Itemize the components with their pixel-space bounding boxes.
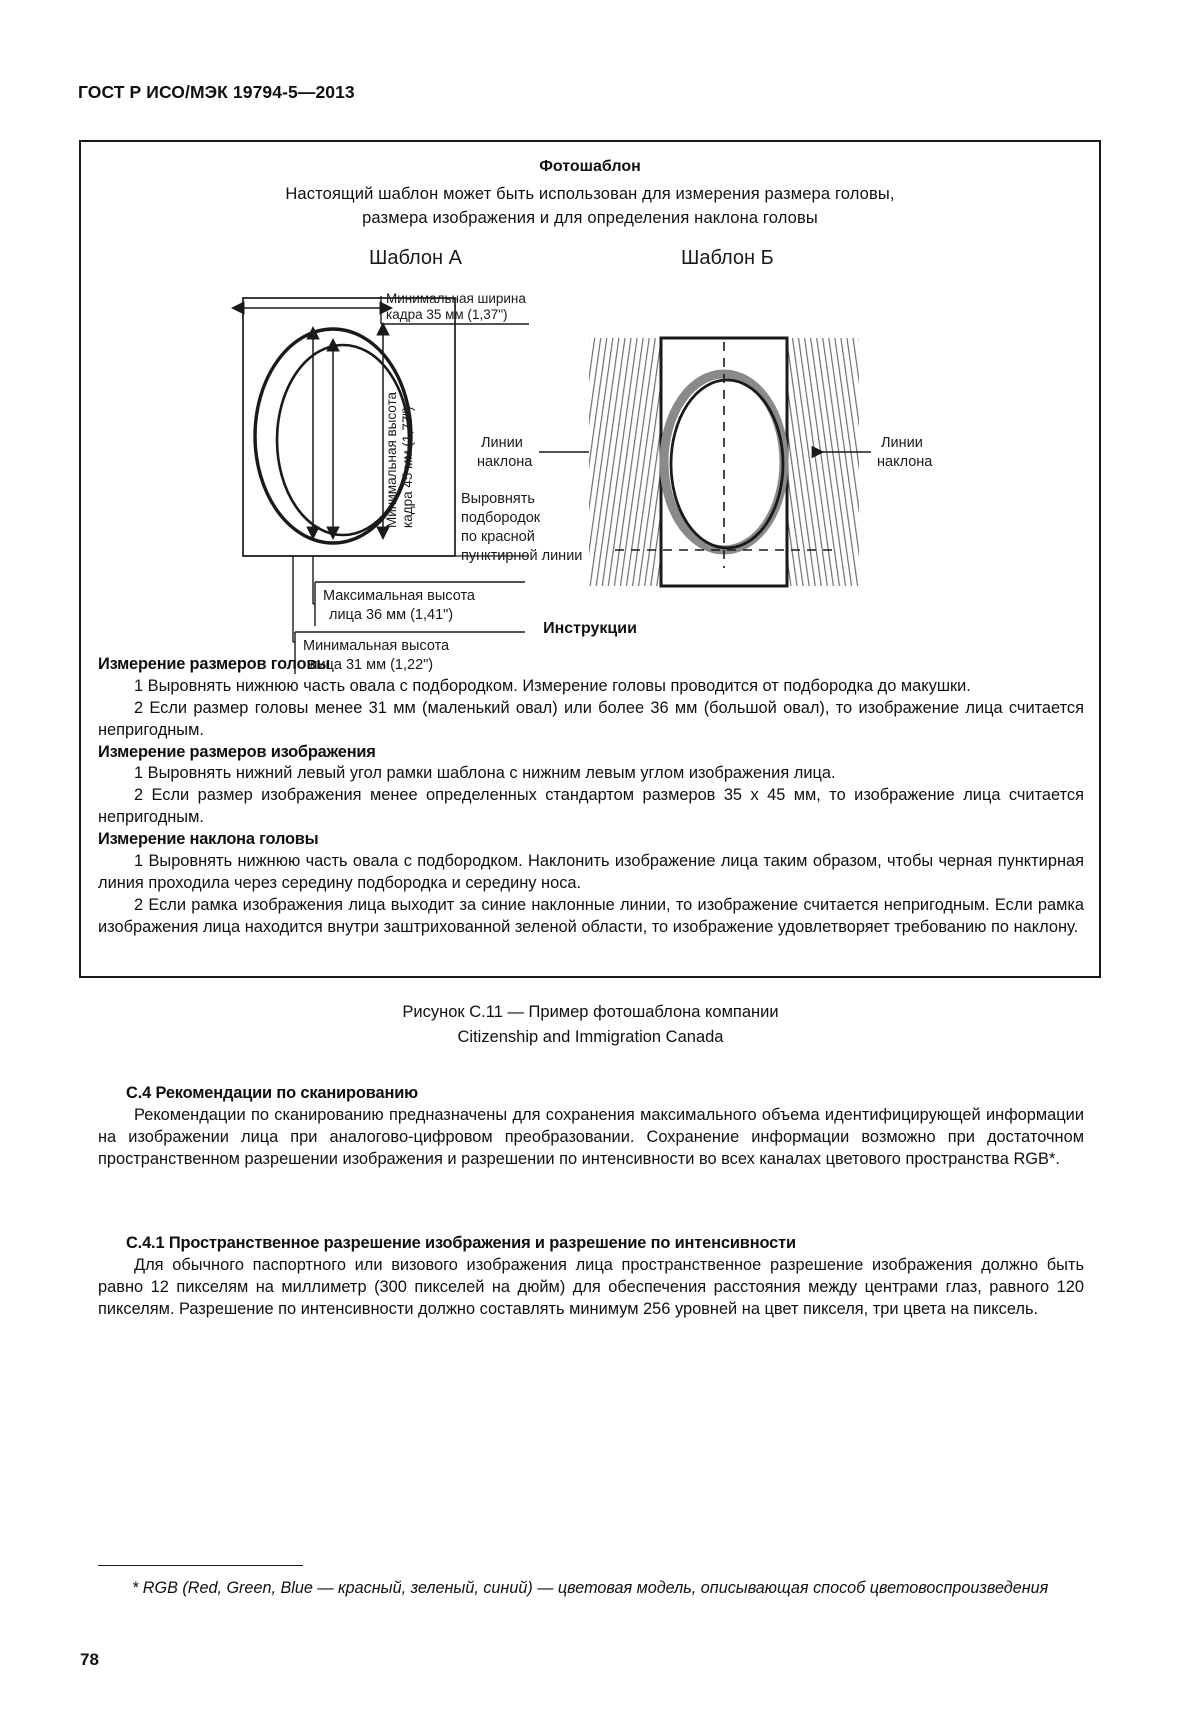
figure-title: Фотошаблон: [539, 158, 641, 175]
min-face-height-label-line1: Минимальная высота: [303, 638, 450, 654]
min-face-height-label-line2: лица 31 мм (1,22"): [309, 657, 434, 673]
section-c4-paragraph: Рекомендации по сканированию предназначены для сохранения максимального объема идентифицирующей информации на изображении лица при аналогово-цифровом преобразовании. Сохранение информации возможно при достаточном пространственном разрешении изображения и разрешении по интенсивности во всех каналах цветового пространства RGB*.: [98, 1106, 1084, 1169]
align-chin-label-line4: пунктирной линии: [461, 548, 583, 564]
instructions-item: 1 Выровнять нижнюю часть овала с подбородком. Измерение головы проводится от подбородка до макушки.: [134, 676, 971, 695]
instructions-heading-head-tilt: Измерение наклона головы: [98, 830, 319, 849]
max-face-height-label-line2: лица 36 мм (1,41"): [329, 607, 454, 623]
figure-frame: [79, 140, 1101, 978]
min-frame-width-label-line2: кадра 35 мм (1,37"): [386, 307, 508, 322]
figure-caption: [0, 1000, 1181, 1050]
instructions-item: 2 Если размер изображения менее определенных стандартом размеров 35 х 45 мм, то изображение лица считается непригодным.: [98, 786, 1084, 827]
min-frame-height-label: Минимальная высота: [384, 391, 399, 528]
instructions-item: 1 Выровнять нижний левый угол рамки шаблона с нижним левым углом изображения лица.: [134, 764, 836, 783]
instructions-heading-head-size: Измерение размеров головы: [98, 655, 330, 673]
instructions-item: 1 Выровнять нижнюю часть овала с подбородком. Наклонить изображение лица таким образом, чтобы черная пунктирная линия проходила через середину подбородка и середину носа.: [98, 852, 1084, 892]
figure-caption-line1: Рисунок С.11 — Пример фотошаблона компании: [402, 1003, 779, 1021]
running-header: ГОСТ Р ИСО/МЭК 19794-5—2013: [78, 82, 355, 102]
footnote: [98, 1578, 1084, 1600]
section-c4: [98, 1082, 1084, 1170]
tilt-lines-right-label-line1: Линии: [881, 435, 923, 451]
figure-caption-line2: Citizenship and Immigration Canada: [457, 1027, 724, 1046]
min-frame-height-label-2: кадра 45 мм (1,77"): [400, 406, 415, 528]
tilt-lines-left-label-line1: Линии: [481, 435, 523, 451]
tilt-lines-left-label-line2: наклона: [477, 454, 533, 470]
instructions-title: Инструкции: [543, 620, 637, 637]
figure-subtitle-line2: размера изображения и для определения наклона головы: [362, 208, 818, 227]
section-c41-heading: С.4.1 Пространственное разрешение изображения и разрешение по интенсивности: [126, 1234, 796, 1252]
instructions-heading-image-size: Измерение размеров изображения: [98, 742, 376, 761]
instructions-item: 2 Если размер головы менее 31 мм (маленький овал) или более 36 мм (большой овал), то изображение лица считается непригодным.: [98, 698, 1084, 739]
max-face-height-label-line1: Максимальная высота: [323, 588, 475, 604]
align-chin-label-line1: Выровнять: [461, 491, 535, 507]
figure-subtitle-line1: Настоящий шаблон может быть использован для измерения размера головы,: [285, 185, 895, 203]
section-c41: [98, 1232, 1084, 1320]
section-c41-paragraph: Для обычного паспортного или визового изображения лица пространственное разрешение изображения должно быть равно 12 пикселям на миллиметр (300 пикселей на дюйм) для обеспечения расстояния между центрами глаз, равного 120 пикселям. Разрешение по интенсивности должно составлять минимум 256 уровней на цвет пикселя, три цвета на пиксель.: [98, 1256, 1084, 1319]
template-a-label: Шаблон А: [369, 247, 462, 269]
footnote-separator: [98, 1565, 303, 1566]
instructions-item: 2 Если рамка изображения лица выходит за синие наклонные линии, то изображение считается непригодным. Если рамка изображения лица находится внутри заштрихованной зеленой области, то изображение удовлетворяет требованию по наклону.: [98, 895, 1084, 936]
page-number: 78: [80, 1650, 99, 1669]
tilt-lines-right-label-line2: наклона: [877, 454, 933, 470]
footnote-text: * RGB (Red, Green, Blue — красный, зеленый, синий) — цветовая модель, описывающая способ цветовоспроизведения: [132, 1579, 1049, 1597]
figure-subtitle: [81, 183, 1099, 231]
section-c4-heading: С.4 Рекомендации по сканированию: [126, 1084, 418, 1102]
template-b-label: Шаблон Б: [681, 247, 774, 269]
align-chin-label-line3: по красной: [461, 529, 535, 545]
align-chin-label-line2: подбородок: [461, 510, 541, 526]
instructions-body: [98, 654, 1084, 939]
min-frame-width-label-line1: Минимальная ширина: [386, 291, 526, 306]
